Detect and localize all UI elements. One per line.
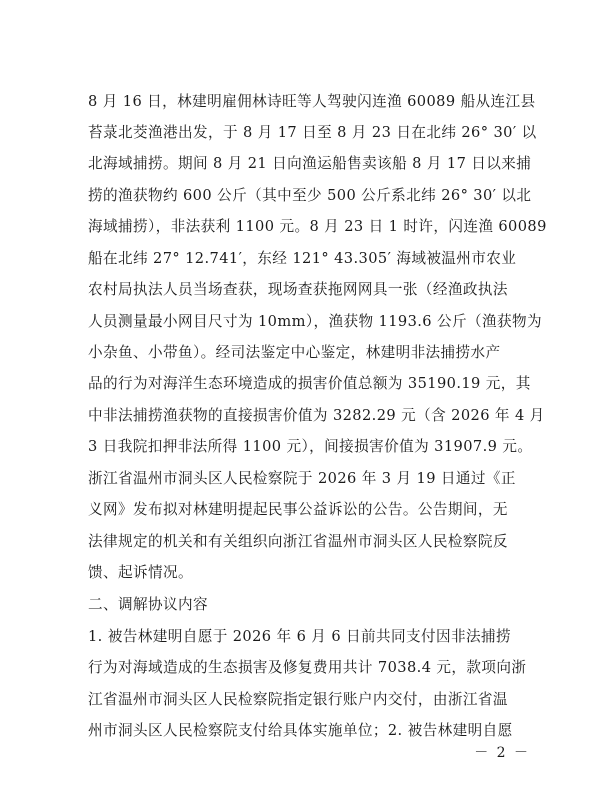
body-text-line: 船在北纬 27° 12.741′，东经 121° 43.305′ 海域被温州市农业 <box>88 250 517 267</box>
body-text-line: 农村局执法人员当场查获，现场查获拖网网具一张（经渔政执法 <box>88 281 508 298</box>
body-text-line: 义网》发布拟对林建明提起民事公益诉讼的公告。公告期间，无 <box>88 501 508 518</box>
body-text-line: 苔菉北茭渔港出发，于 8 月 17 日至 8 月 23 日在北纬 26° 30′ 以 <box>88 124 537 141</box>
body-text-line: 小杂鱼、小带鱼）。经司法鉴定中心鉴定，林建明非法捕捞水产 <box>88 344 501 361</box>
body-text-line: 3 日我院扣押非法所得 1100 元），间接损害价值为 31907.9 元。 <box>88 438 533 455</box>
body-text-line: 人员测量最小网目尺寸为 10mm），渔获物 1193.6 公斤（渔获物为 <box>88 313 542 330</box>
page-number: － 2 － <box>474 745 530 761</box>
body-text-line: 州市洞头区人民检察院支付给具体实施单位；2. 被告林建明自愿 <box>88 722 513 739</box>
body-text-line: 中非法捕捞渔获物的直接损害价值为 3282.29 元（含 2026 年 4 月 <box>88 407 545 424</box>
body-text-line: 法律规定的机关和有关组织向浙江省温州市洞头区人民检察院反 <box>88 533 508 550</box>
body-text-line: 8 月 16 日，林建明雇佣林诗旺等人驾驶闪连渔 60089 船从连江县 <box>88 93 536 110</box>
body-text-line: 行为对海域造成的生态损害及修复费用共计 7038.4 元，款项向浙 <box>88 659 527 676</box>
body-text-line: 1. 被告林建明自愿于 2026 年 6 月 6 日前共同支付因非法捕捞 <box>88 628 511 645</box>
body-text-line: 江省温州市洞头区人民检察院指定银行账户内交付，由浙江省温 <box>88 691 508 708</box>
body-text-line: 捞的渔获物约 600 公斤（其中至少 500 公斤系北纬 26° 30′ 以北 <box>88 187 532 204</box>
body-text-line: 品的行为对海洋生态环境造成的损害价值总额为 35190.19 元，其 <box>88 375 531 392</box>
body-text-line: 北海域捕捞。期间 8 月 21 日向渔运船售卖该船 8 月 17 日以来捕 <box>88 155 532 172</box>
body-text-line: 海域捕捞），非法获利 1100 元。8 月 23 日 1 时许，闪连渔 60089 <box>88 218 547 235</box>
body-text-line: 馈、起诉情况。 <box>88 564 193 581</box>
body-text-line: 浙江省温州市洞头区人民检察院于 2026 年 3 月 19 日通过《正 <box>88 470 516 487</box>
section-heading: 二、调解协议内容 <box>88 596 208 613</box>
